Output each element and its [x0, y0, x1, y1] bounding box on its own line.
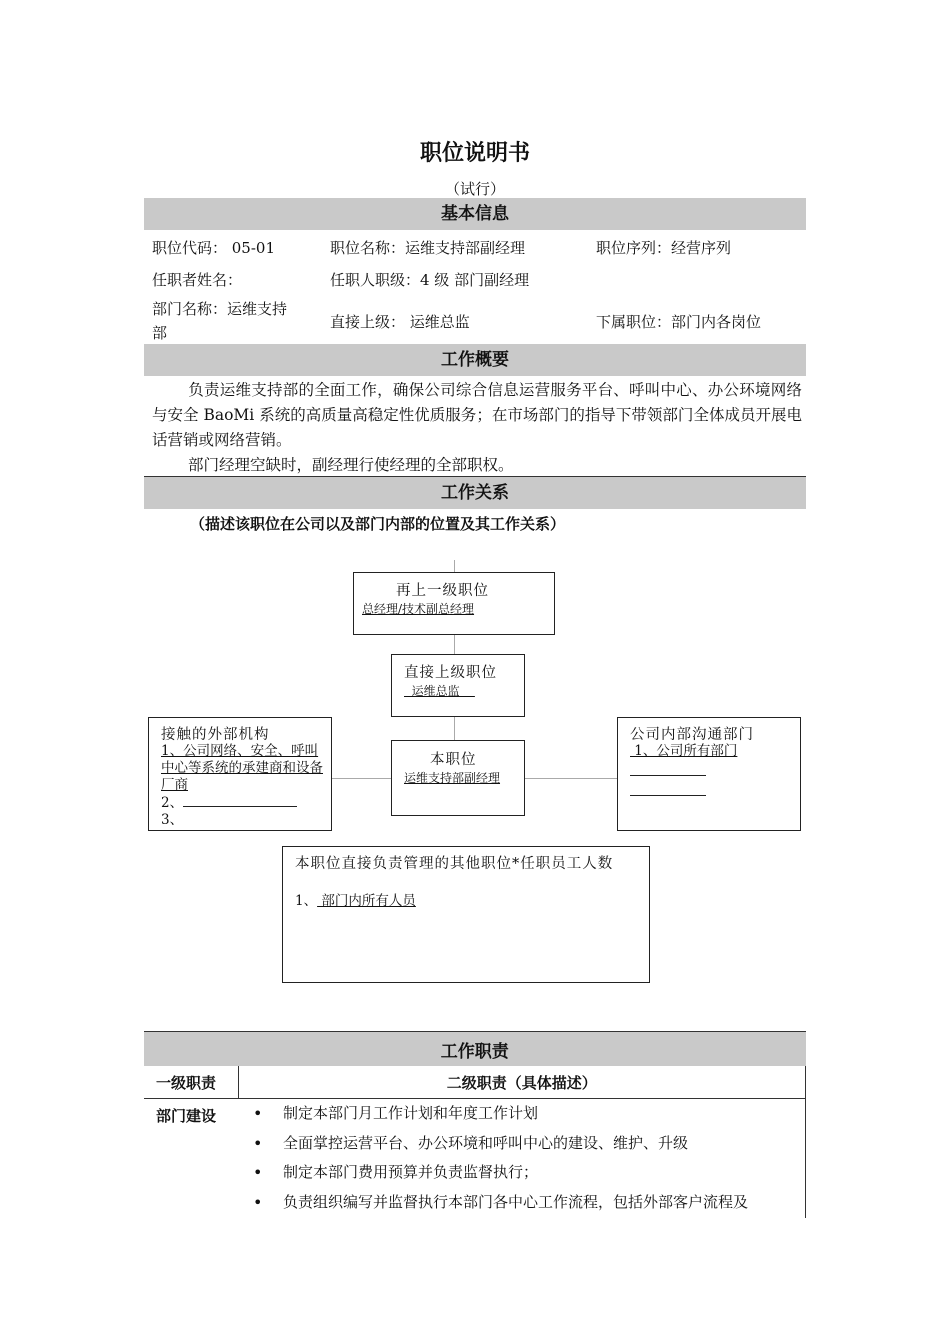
holder-name: 任职者姓名： — [152, 271, 243, 289]
position-code: 职位代码： 05-01 — [152, 239, 276, 257]
self-title: 本职位 — [430, 752, 477, 768]
list-item: • 制定本部门费用预算并负责监督执行； — [239, 1158, 804, 1188]
duties-col2-header: 二级职责（具体描述） — [238, 1066, 806, 1099]
upper2-box — [353, 572, 555, 635]
external-item-3: 3、 — [161, 812, 184, 828]
duties-heading: 工作职责 — [144, 1032, 806, 1067]
managed-title: 本职位直接负责管理的其他职位*任职员工人数 — [295, 856, 614, 872]
external-item-2-label: 2、 — [161, 795, 184, 811]
summary-heading: 工作概要 — [144, 344, 806, 376]
list-item: • 负责组织编写并监督执行本部门各中心工作流程，包括外部客户流程及 — [239, 1188, 804, 1218]
internal-blank-line-1 — [630, 775, 706, 776]
duties-col1-header: 一级职责 — [144, 1066, 238, 1099]
duty-level1: 部门建设 — [156, 1107, 217, 1125]
internal-title: 公司内部沟通部门 — [630, 727, 754, 743]
direct-superior: 直接上级： 运维总监 — [330, 313, 470, 331]
duties-table — [144, 1031, 806, 1218]
department-name-line2: 部 — [152, 324, 168, 342]
managed-item-1-value: 部门内所有人员 — [317, 893, 416, 909]
table-row — [144, 1099, 806, 1219]
external-item-1: 1、公司网络、安全、呼叫中心等系统的承建商和设备厂商 — [161, 743, 323, 793]
summary-paragraph-2 — [152, 453, 802, 478]
managed-positions-box — [282, 846, 650, 983]
managed-item-1-prefix: 1、 — [295, 893, 318, 909]
external-title: 接触的外部机构 — [161, 727, 270, 743]
upper1-value: 运维总监 — [404, 684, 475, 698]
position-series: 职位序列：经营序列 — [596, 239, 732, 257]
internal-item-1: 1、公司所有部门 — [630, 743, 738, 759]
internal-box — [617, 717, 801, 831]
list-item: • 全面掌控运营平台、办公环境和呼叫中心的建设、维护、升级 — [239, 1129, 804, 1159]
summary-text-1: 负责运维支持部的全面工作，确保公司综合信息运营服务平台、呼叫中心、办公环境网络与安全 BaoMi 系统的高质量高稳定性优质服务；在市场部门的指导下带领部门全体成员开展电话营销或网络营销。 — [152, 381, 802, 449]
self-box — [391, 740, 525, 816]
document-subtitle: （试行） — [444, 180, 505, 198]
external-box — [148, 717, 332, 831]
upper2-value: 总经理/技术副总经理 — [362, 602, 475, 616]
external-item-2 — [161, 794, 297, 812]
upper2-title: 再上一级职位 — [396, 583, 489, 599]
summary-text-2: 部门经理空缺时，副经理行使经理的全部职权。 — [188, 456, 514, 474]
basic-info-heading: 基本信息 — [144, 198, 806, 230]
managed-item-1 — [295, 893, 416, 910]
position-name: 职位名称：运维支持部副经理 — [330, 239, 526, 257]
summary-paragraph-1 — [152, 378, 802, 453]
holder-level: 任职人职级：4 级 部门副经理 — [330, 271, 530, 289]
relations-heading: 工作关系 — [144, 476, 806, 509]
duty-bullet-list — [239, 1099, 804, 1217]
upper1-box — [391, 654, 525, 717]
relations-note: （描述该职位在公司以及部门内部的位置及其工作关系） — [190, 515, 566, 533]
document-title: 职位说明书 — [419, 141, 530, 166]
department-name-line1: 部门名称：运维支持 — [152, 300, 288, 318]
subordinate-positions: 下属职位：部门内各岗位 — [596, 313, 762, 331]
internal-blank-line-2 — [630, 795, 706, 796]
self-value: 运维支持部副经理 — [404, 771, 501, 785]
list-item: • 制定本部门月工作计划和年度工作计划 — [239, 1099, 804, 1129]
upper1-title: 直接上级职位 — [404, 665, 497, 681]
duty-level2-cell — [238, 1099, 806, 1219]
